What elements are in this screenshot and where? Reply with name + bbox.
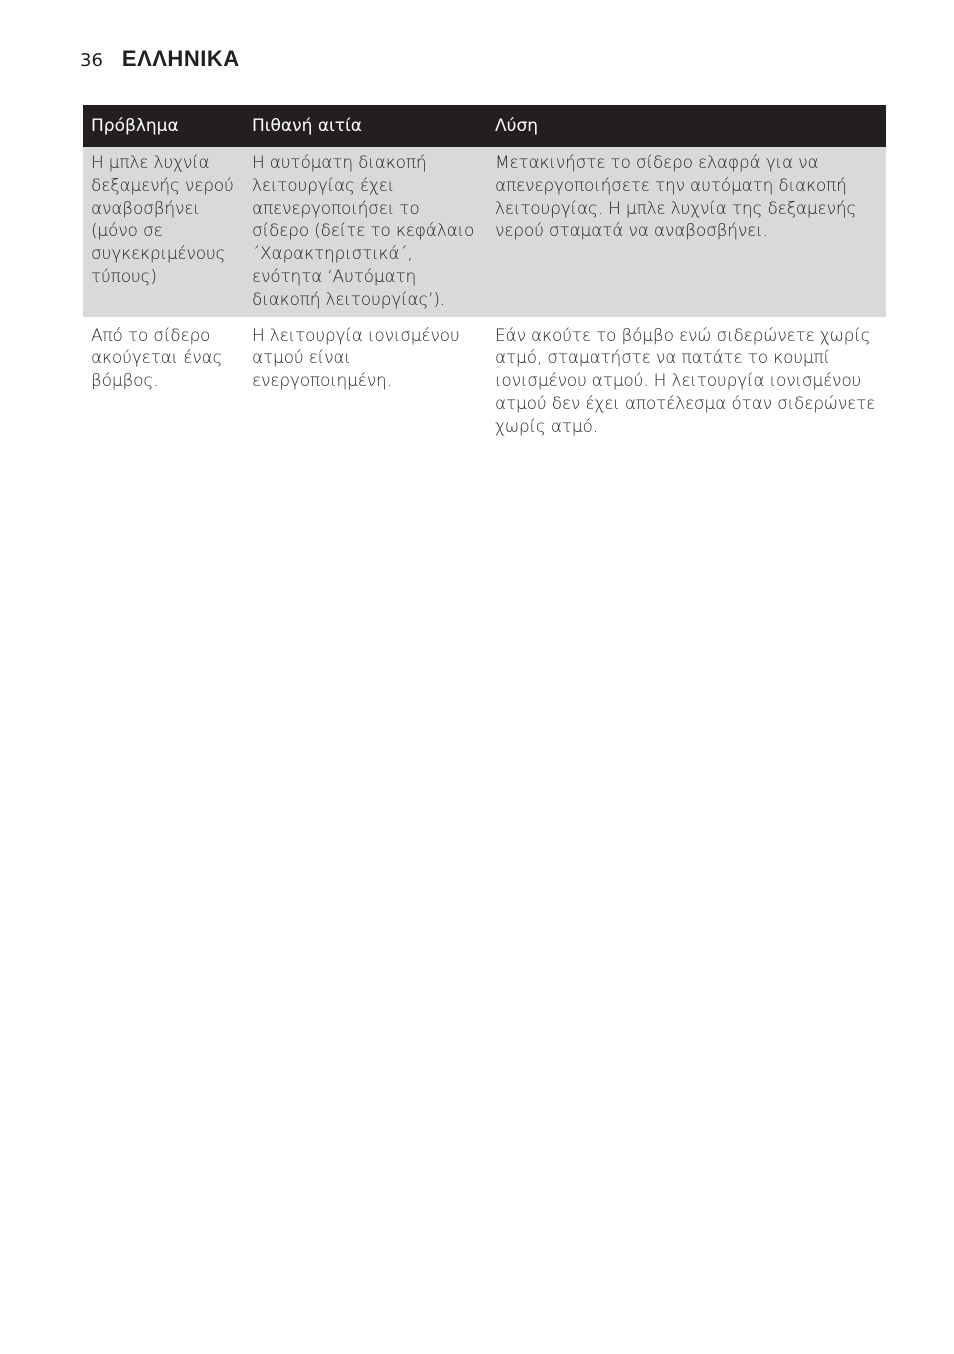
table-row [83, 147, 886, 317]
cause-cell: Η λειτουργία ιονισμένου ατμού είναι ενεργοποιημένη. [244, 317, 487, 444]
column-header-solution: Λύση [487, 105, 886, 147]
solution-cell: Εάν ακούτε το βόμβο ενώ σιδερώνετε χωρίς ατμό, σταματήστε να πατάτε το κουμπί ιονισμένου ατμού. Η λειτουργία ιονισμένου ατμού δεν έχει αποτέλεσμα όταν σιδερώνετε χωρίς ατμό. [487, 317, 886, 444]
problem-cell: Από το σίδερο ακούγεται ένας βόμβος. [83, 317, 244, 444]
column-header-cause: Πιθανή αιτία [244, 105, 487, 147]
page-header [80, 46, 240, 76]
page-number: 36 [80, 50, 103, 71]
section-title: ΕΛΛΗΝΙΚΑ [121, 46, 240, 71]
solution-cell: Μετακινήστε το σίδερο ελαφρά για να απενεργοποιήσετε την αυτόματη διακοπή λειτουργίας. Η μπλε λυχνία της δεξαμενής νερού σταματά να αναβοσβήνει. [487, 147, 886, 317]
table-row [83, 317, 886, 444]
troubleshooting-table [83, 105, 886, 444]
cause-cell: Η αυτόματη διακοπή λειτουργίας έχει απενεργοποιήσει το σίδερο (δείτε το κεφάλαιο ΄Χαρακτηριστικά΄, ενότητα ‘Αυτόματη διακοπή λειτουργίας’). [244, 147, 487, 317]
table-header-row [83, 105, 886, 147]
problem-cell: Η μπλε λυχνία δεξαμενής νερού αναβοσβήνει (μόνο σε συγκεκριμένους τύπους) [83, 147, 244, 317]
column-header-problem: Πρόβλημα [83, 105, 244, 147]
